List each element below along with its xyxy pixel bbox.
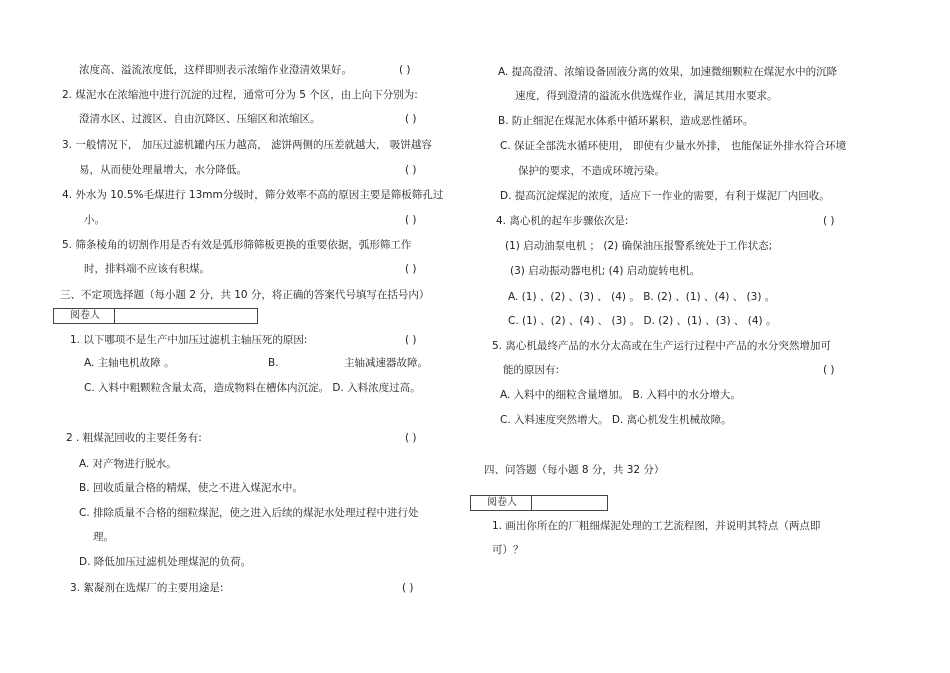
q1-option-b-text: 主轴减速器故障。	[344, 357, 428, 369]
answer-paren: ( )	[399, 64, 411, 76]
answer-paren: ( )	[405, 263, 417, 275]
q4-option-ab: A. (1) 、(2) 、(3) 、 (4) 。 B. (2) 、(1) 、(4) 、 (3) 。	[508, 291, 776, 303]
left-line-3: 澄清水区、过渡区、自由沉降区、压缩区和浓缩区。	[79, 113, 321, 125]
q3-option-d: D. 提高沉淀煤泥的浓度，适应下一作业的需要，有利于煤泥厂内回收。	[500, 190, 830, 202]
q4-step-3-4: (3) 启动振动器电机; (4) 启动旋转电机。	[510, 265, 701, 277]
q1-option-cd: C. 入料中粗颗粒含量太高，造成物料在槽体内沉淀。 D. 入料浓度过高。	[84, 382, 421, 394]
grader-label: 阅卷人	[70, 310, 100, 321]
left-line-2: 2. 煤泥水在浓缩池中进行沉淀的过程，通常可分为 5 个区，由上向下分别为:	[62, 89, 418, 101]
left-line-1: 浓度高、溢流浓度低，这样即则表示浓缩作业澄清效果好。	[79, 64, 352, 76]
section-4-heading: 四、问答题（每小题 8 分，共 32 分）	[484, 464, 665, 476]
q4-option-cd: C. (1) 、(2) 、(4) 、 (3) 。 D. (2) 、(1) 、(3) 、 (4) 。	[508, 315, 777, 327]
grader-divider	[114, 309, 115, 323]
answer-paren: ( )	[402, 582, 414, 594]
q2-stem: 2 . 粗煤泥回收的主要任务有:	[66, 432, 202, 444]
answer-paren: ( )	[405, 334, 417, 346]
left-line-5: 易，从而使处理量增大，水分降低。	[79, 164, 247, 176]
grader-label: 阅卷人	[487, 497, 517, 508]
left-line-7: 小。	[84, 214, 105, 226]
q2-option-c: C. 排除质量不合格的细粒煤泥，使之进入后续的煤泥水处理过程中进行处	[79, 507, 419, 519]
section-3-heading: 三、不定项选择题（每小题 2 分，共 10 分，将正确的答案代号填写在括号内）	[60, 289, 430, 301]
answer-paren: ( )	[405, 214, 417, 226]
q3-option-c: C. 保证全部洗水循环使用， 即使有少量水外排， 也能保证外排水符合环境	[500, 140, 847, 152]
q3-stem: 3. 絮凝剂在选煤厂的主要用途是:	[70, 582, 224, 594]
q2-option-a: A. 对产物进行脱水。	[79, 458, 177, 470]
q2-option-c-cont: 理。	[93, 531, 114, 543]
q1-stem: 1. 以下哪项不是生产中加压过滤机主轴压死的原因:	[70, 334, 308, 346]
q4-step-1-2: (1) 启动油泵电机 ； (2) 确保油压报警系统处于工作状态;	[505, 240, 773, 252]
essay-q1-cont: 可）？	[492, 544, 524, 556]
answer-paren: ( )	[823, 364, 835, 376]
grader-box	[53, 308, 258, 324]
answer-paren: ( )	[823, 215, 835, 227]
left-line-6: 4. 外水为 10.5%毛煤进行 13mm分级时，筛分效率不高的原因主要是筛板筛孔过	[62, 189, 444, 201]
q2-option-d: D. 降低加压过滤机处理煤泥的负荷。	[79, 556, 252, 568]
essay-q1: 1. 画出你所在的厂粗细煤泥处理的工艺流程图，并说明其特点（两点即	[492, 520, 821, 532]
grader-box	[470, 495, 608, 511]
answer-paren: ( )	[405, 432, 417, 444]
q4-stem: 4. 离心机的起车步骤依次是:	[496, 215, 629, 227]
q1-option-a: A. 主轴电机故障 。	[84, 357, 175, 369]
answer-paren: ( )	[405, 164, 417, 176]
q5-stem-cont: 能的原因有:	[503, 364, 560, 376]
left-line-4: 3. 一般情况下， 加压过滤机罐内压力越高， 滤饼两侧的压差就越大， 吸饼越容	[62, 139, 432, 151]
q1-option-b-letter: B.	[268, 357, 279, 369]
q3-option-c-cont: 保护的要求，不造成环境污染。	[518, 165, 665, 177]
left-line-8: 5. 筛条棱角的切割作用是否有效是弧形筛筛板更换的重要依据，弧形筛工作	[62, 239, 412, 251]
grader-divider	[531, 496, 532, 510]
q3-option-a-cont: 速度，得到澄清的溢流水供选煤作业，满足其用水要求。	[515, 90, 778, 102]
q3-option-a: A. 提高澄清、浓缩设备固液分离的效果，加速微细颗粒在煤泥水中的沉降	[498, 66, 838, 78]
q5-option-ab: A. 入料中的细粒含量增加。 B. 入料中的水分增大。	[500, 389, 741, 401]
q3-option-b: B. 防止细泥在煤泥水体系中循环累积，造成恶性循环。	[498, 115, 754, 127]
q2-option-b: B. 回收质量合格的精煤，使之不进入煤泥水中。	[79, 482, 303, 494]
answer-paren: ( )	[405, 113, 417, 125]
q5-option-cd: C. 入料速度突然增大。 D. 离心机发生机械故障。	[500, 414, 732, 426]
q5-stem: 5. 离心机最终产品的水分太高或在生产运行过程中产品的水分突然增加可	[492, 340, 831, 352]
left-line-9: 时，排料端不应该有积煤。	[84, 263, 210, 275]
